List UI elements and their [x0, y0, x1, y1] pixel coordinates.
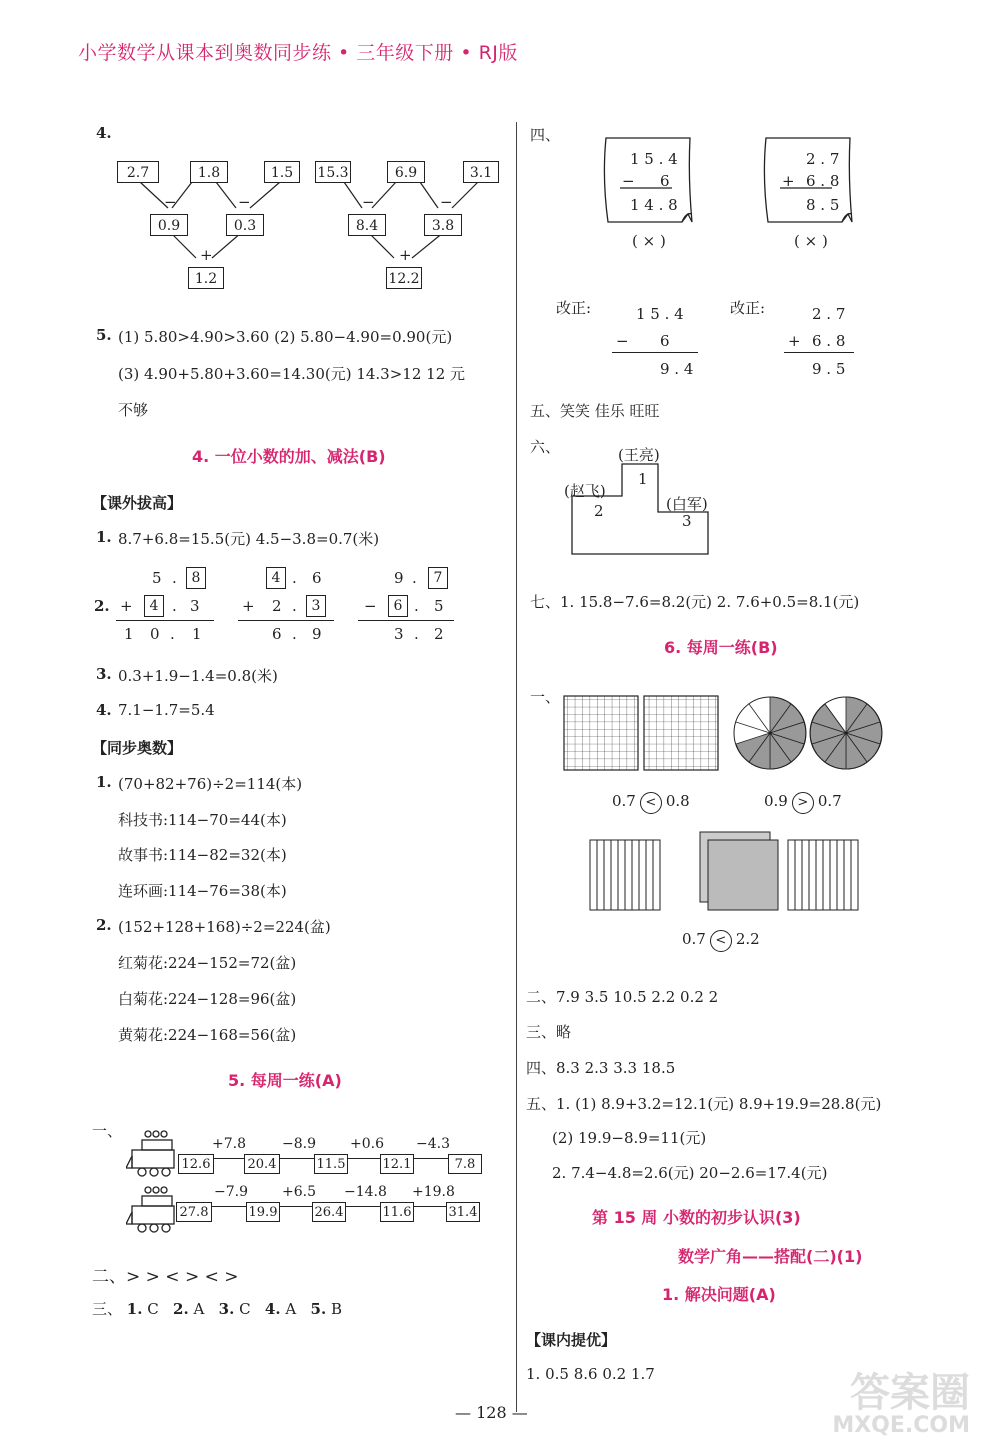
- t2-label: 2.: [96, 916, 112, 934]
- k2a-d2: 3: [190, 597, 200, 615]
- tree1-top-3: 1.5: [264, 161, 300, 183]
- k2a-box2: 4: [144, 595, 164, 617]
- r5a-line: 五、1. (1) 8.9+3.2=12.1(元) 8.9+19.9=28.8(元): [526, 1095, 882, 1113]
- tree1-bottom: 1.2: [188, 267, 224, 289]
- compare-3: 0.7 < 2.2: [682, 930, 760, 952]
- tree2-mid-1: 8.4: [348, 214, 386, 236]
- k4-text: 7.1−1.7=5.4: [118, 701, 215, 719]
- k2c-r2: 2: [434, 625, 444, 643]
- extra-title: 【课外拔高】: [92, 494, 183, 512]
- train1-op-3: +0.6: [350, 1136, 384, 1152]
- t2-line-4: 黄菊花:224−168=56(盆): [118, 1026, 297, 1044]
- k2b-box1: 4: [266, 567, 286, 589]
- section-6-title: 6. 每周一练(B): [664, 638, 778, 657]
- k2a-op: +: [120, 597, 133, 615]
- t1-line-2: 科技书:114−70=44(本): [118, 811, 287, 829]
- last-line: 1. 0.5 8.6 0.2 1.7: [526, 1365, 655, 1383]
- k2a-box1: 8: [186, 567, 206, 589]
- train2-car-4: 11.6: [380, 1202, 414, 1222]
- y3-line: 三、 1. C 2. A 3. C 4. A 5. B: [92, 1300, 342, 1318]
- tree2-top-3: 3.1: [463, 161, 499, 183]
- k2b-r2: 9: [312, 625, 322, 643]
- card1-mark: ( × ): [632, 232, 666, 250]
- r3-line: 三、略: [526, 1023, 572, 1041]
- train2-car-2: 19.9: [246, 1202, 280, 1222]
- t2-line-1: (152+128+168)÷2=224(盆): [118, 918, 331, 936]
- card1-op: −: [622, 172, 635, 190]
- compare-1: 0.7 < 0.8: [612, 792, 690, 814]
- fix2-line-2: 6 . 8: [812, 332, 846, 350]
- card1-line-1: 1 5 . 4: [630, 150, 678, 168]
- k2c-box1: 7: [428, 567, 448, 589]
- card2-line-3: 8 . 5: [806, 196, 840, 214]
- k1-text: 8.7+6.8=15.5(元) 4.5−3.8=0.7(米): [118, 530, 380, 548]
- k2b-r1: 6: [272, 625, 282, 643]
- t1-line-1: (70+82+76)÷2=114(本): [118, 775, 303, 793]
- q5-label: 5.: [96, 326, 112, 344]
- decimal-grid-figures: [560, 692, 890, 782]
- t2-line-3: 白菊花:224−128=96(盆): [118, 990, 297, 1008]
- k4-label: 4.: [96, 701, 112, 719]
- k1-label: 1.: [96, 528, 112, 546]
- y1-label: 一、: [92, 1122, 123, 1140]
- fix1-line-3: 9 . 4: [660, 360, 694, 378]
- decimal-strip-figures: [584, 830, 864, 914]
- train1-car-5: 7.8: [448, 1154, 482, 1174]
- tree1-op-plus: +: [200, 246, 213, 264]
- r5b-line: (2) 19.9−8.9=11(元): [552, 1129, 707, 1147]
- k2b-d2: 2: [272, 597, 282, 615]
- train2-op-3: −14.8: [344, 1184, 387, 1200]
- train1-car-1: 12.6: [178, 1154, 214, 1174]
- card1-line-2: 6: [660, 172, 670, 190]
- train1-op-1: +7.8: [212, 1136, 246, 1152]
- tree2-op-2: −: [440, 193, 453, 211]
- k2b-box2: 3: [306, 595, 326, 617]
- t1-line-4: 连环画:114−76=38(本): [118, 882, 287, 900]
- k2a-r2: 0: [150, 625, 160, 643]
- k2a-r1: 1: [124, 625, 134, 643]
- tree1-op-1: −: [164, 193, 177, 211]
- podium-3: 3: [682, 512, 692, 530]
- train1-op-4: −4.3: [416, 1136, 450, 1152]
- math-plaza-title: 数学广角——搭配(二)(1): [678, 1247, 863, 1266]
- k3-label: 3.: [96, 665, 112, 683]
- fix2-op: +: [788, 332, 801, 350]
- solve-title: 1. 解决问题(A): [662, 1285, 776, 1304]
- fix2-label: 改正:: [730, 299, 766, 317]
- column-divider: [516, 122, 517, 1412]
- k2a-rule: [116, 620, 214, 621]
- card2-op: +: [782, 172, 795, 190]
- train2-op-1: −7.9: [214, 1184, 248, 1200]
- card2-mark: ( × ): [794, 232, 828, 250]
- compare-2: 0.9 > 0.7: [764, 792, 842, 814]
- r5-line: 五、笑笑 佳乐 旺旺: [530, 402, 660, 420]
- fix1-op: −: [616, 332, 629, 350]
- q5-line-3: 不够: [118, 401, 149, 419]
- k2c-d2: 5: [434, 597, 444, 615]
- q5-line-2: (3) 4.90+5.80+3.60=14.30(元) 14.3>12 12 元: [118, 365, 466, 383]
- watermark-logo: 答案圈 MXQE.COM: [832, 1370, 970, 1438]
- fix2-line-3: 9 . 5: [812, 360, 846, 378]
- train2-op-4: +19.8: [412, 1184, 455, 1200]
- r5c-line: 2. 7.4−4.8=2.6(元) 20−2.6=17.4(元): [552, 1164, 828, 1182]
- podium-2: 2: [594, 502, 604, 520]
- k2a-r3: 1: [192, 625, 202, 643]
- k2-label: 2.: [94, 597, 110, 615]
- fix1-rule: [612, 352, 698, 353]
- fix2-line-1: 2 . 7: [812, 305, 846, 323]
- k2b-rule: [238, 620, 334, 621]
- k2c-op: −: [364, 597, 377, 615]
- tree1-top-2: 1.8: [190, 161, 228, 183]
- k3-text: 0.3+1.9−1.4=0.8(米): [118, 667, 278, 685]
- k2b-op: +: [242, 597, 255, 615]
- week-15-title: 第 15 周 小数的初步认识(3): [592, 1208, 801, 1227]
- train2-car-5: 31.4: [446, 1202, 480, 1222]
- fix1-line-1: 1 5 . 4: [636, 305, 684, 323]
- train1-op-2: −8.9: [282, 1136, 316, 1152]
- t2-line-2: 红菊花:224−152=72(盆): [118, 954, 297, 972]
- q4-label: 4.: [96, 124, 112, 142]
- olympiad-title: 【同步奥数】: [92, 739, 183, 757]
- k2c-rule: [358, 620, 454, 621]
- train2-car-1: 27.8: [176, 1202, 212, 1222]
- tree2-top-2: 6.9: [387, 161, 425, 183]
- r6-label: 六、: [530, 438, 561, 456]
- tree2-top-1: 15.3: [315, 161, 351, 183]
- train2-op-2: +6.5: [282, 1184, 316, 1200]
- r7-line: 七、1. 15.8−7.6=8.2(元) 2. 7.6+0.5=8.1(元): [530, 593, 860, 611]
- k2c-box2: 6: [388, 595, 408, 617]
- r2-line: 二、7.9 3.5 10.5 2.2 0.2 2: [526, 988, 719, 1006]
- train1-car-3: 11.5: [314, 1154, 348, 1174]
- train1-car-2: 20.4: [244, 1154, 280, 1174]
- page-number: — 128 —: [455, 1403, 528, 1422]
- podium-zhao: (赵飞): [564, 482, 606, 500]
- podium-wang: (王亮): [618, 446, 660, 464]
- section-5-title: 5. 每周一练(A): [228, 1071, 342, 1090]
- podium-bai: (白军): [666, 495, 708, 513]
- tree1-op-2: −: [238, 193, 251, 211]
- tree1-mid-2: 0.3: [226, 214, 264, 236]
- k2c-r1: 3: [394, 625, 404, 643]
- r1-label: 一、: [530, 688, 561, 706]
- card2-line-2: 6 . 8: [806, 172, 840, 190]
- fix1-label: 改正:: [556, 299, 592, 317]
- card1-line-3: 1 4 . 8: [630, 196, 678, 214]
- tree1-mid-1: 0.9: [150, 214, 188, 236]
- fix2-rule: [784, 352, 854, 353]
- q5-line-1: (1) 5.80>4.90>3.60 (2) 5.80−4.90=0.90(元): [118, 328, 453, 346]
- t1-line-3: 故事书:114−82=32(本): [118, 846, 287, 864]
- podium-1: 1: [638, 470, 648, 488]
- in-class-title: 【课内提优】: [526, 1331, 617, 1349]
- t1-label: 1.: [96, 773, 112, 791]
- tree2-op-1: −: [362, 193, 375, 211]
- tree2-mid-2: 3.8: [424, 214, 462, 236]
- k2c-d1: 9: [394, 569, 404, 587]
- r4b-line: 四、8.3 2.3 3.3 18.5: [526, 1059, 676, 1077]
- r4-label: 四、: [530, 126, 561, 144]
- train1-car-4: 12.1: [380, 1154, 414, 1174]
- k2a-d1: 5: [152, 569, 162, 587]
- tree1-top-1: 2.7: [117, 161, 159, 183]
- section-4-title: 4. 一位小数的加、减法(B): [192, 447, 386, 466]
- tree2-op-plus: +: [399, 246, 412, 264]
- k2b-d1: 6: [312, 569, 322, 587]
- tree2-bottom: 12.2: [386, 267, 422, 289]
- page-header: 小学数学从课本到奥数同步练 • 三年级下册 • RJ版: [78, 42, 518, 64]
- card2-line-1: 2 . 7: [806, 150, 840, 168]
- fix1-line-2: 6: [660, 332, 670, 350]
- y2-line: 二、> > < > < >: [92, 1267, 239, 1287]
- train2-car-3: 26.4: [312, 1202, 346, 1222]
